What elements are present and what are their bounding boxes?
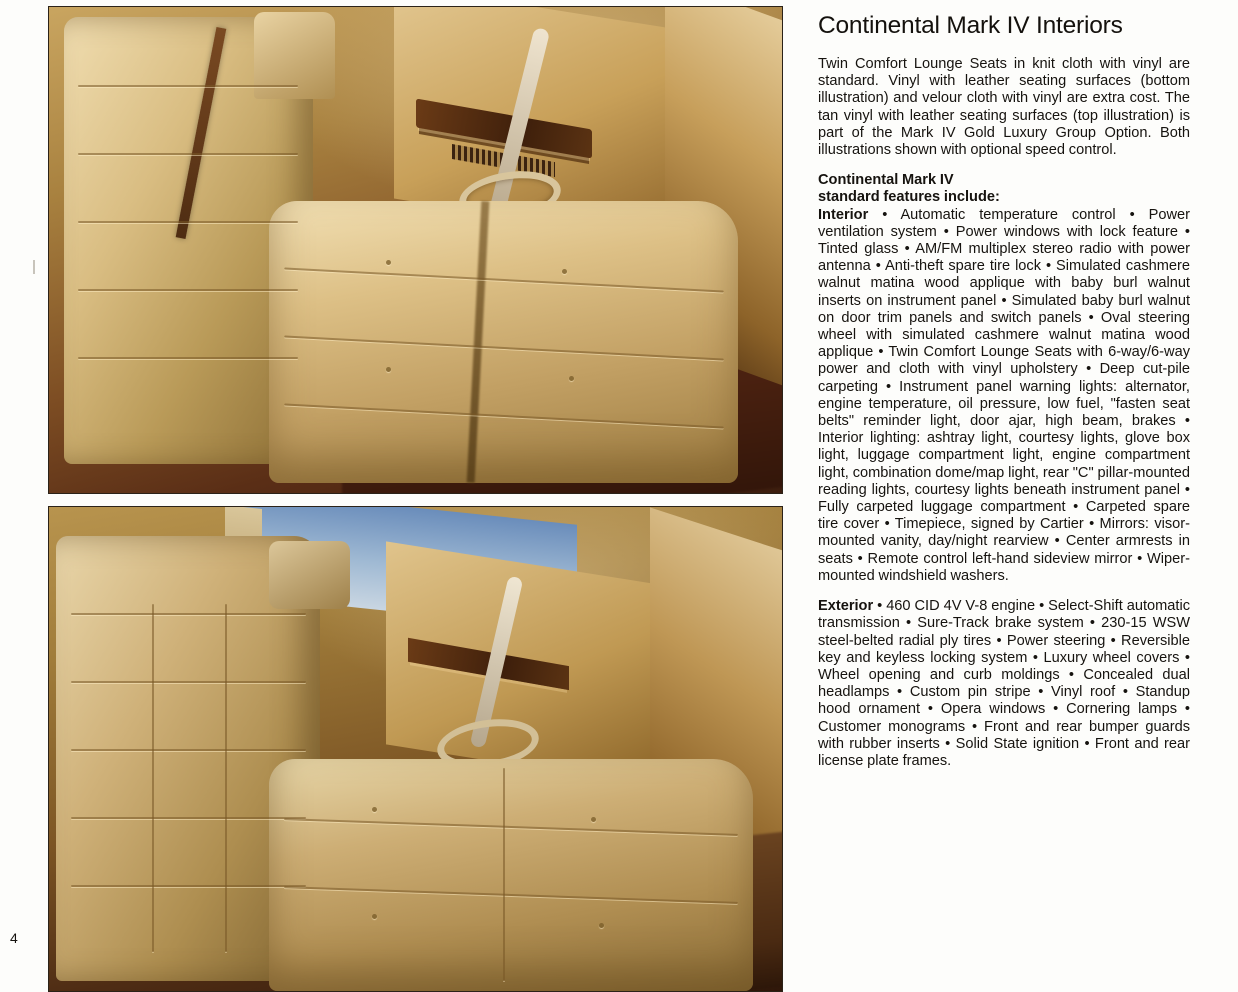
photo-top-seam <box>78 357 298 359</box>
features-heading-line1: Continental Mark IV <box>818 172 954 189</box>
photo-bottom-tuft <box>599 923 604 928</box>
photo-top-tuft <box>386 367 391 372</box>
exterior-label: Exterior <box>818 598 874 615</box>
interior-photo-bottom <box>48 506 783 992</box>
page-edge-mark <box>33 260 35 274</box>
page-title: Continental Mark IV Interiors <box>818 12 1123 39</box>
intro-paragraph: Twin Comfort Lounge Seats in knit cloth with vinyl are standard. Vinyl with leather seating surfaces (bottom illustration) and velour cloth with vinyl are extra cost. The tan vinyl with leather seating surfaces (top illustration) is part of the Mark IV Gold Luxury Group Option. Both illustrations shown with optional speed control. <box>818 56 1190 159</box>
photo-bottom-seam <box>71 749 306 751</box>
photo-bottom-tuft <box>372 914 377 919</box>
photo-bottom-seam <box>71 817 306 819</box>
photo-column <box>48 6 783 986</box>
photo-bottom-seat-cushion <box>269 759 753 991</box>
photo-bottom-seam <box>225 604 227 952</box>
text-column <box>818 12 1190 770</box>
exterior-paragraph <box>818 598 1190 770</box>
photo-bottom-tuft <box>372 807 377 812</box>
photo-bottom-headrest <box>269 541 350 609</box>
photo-top-seam <box>78 289 298 291</box>
interior-photo-top <box>48 6 783 494</box>
page-number: 4 <box>10 930 18 946</box>
features-heading <box>818 172 1190 585</box>
interior-label: Interior <box>818 206 869 223</box>
photo-bottom-seam <box>71 681 306 683</box>
exterior-features-text: • 460 CID 4V V-8 engine • Select-Shift automatic transmission • Sure-Track brake system • 230-15 WSW steel-belted radial ply tires • Power steering • Reversible key and keyless locking system • Luxury wheel covers • Wheel opening and curb moldings • Concealed dual headlamps • Custom pin stripe • Vinyl roof • Standup hood ornament • Opera windows • Cornering lamps • Customer monograms • Front and rear bumper guards with rubber inserts • Solid State ignition • Front and rear license plate frames. <box>818 598 1190 769</box>
interior-features-text: • Automatic temperature control • Power ventilation system • Power windows with lock feature • Tinted glass • AM/FM multiplex stereo radio with power antenna • Anti-theft spare tire lock • Simulated cashmere walnut matina wood applique with baby burl walnut inserts on instrument panel • Simulated baby burl walnut on door trim panels and switch panels • Oval steering wheel with simulated cashmere walnut matina wood applique • Twin Comfort Lounge Seats with 6-way/6-way power and cloth with vinyl upholstery • Deep cut-pile carpeting • Instrument panel warning lights: alternator, engine temperature, oil pressure, low fuel, "fasten seat belts" reminder light, door ajar, high beam, brakes • Interior lighting: ashtray light, courtesy lights, glove box light, luggage compartment light, engine compartment light, combination dome/map light, rear "C" pillar-mounted reading lights, courtesy lights beneath instrument panel • Fully carpeted luggage compartment • Carpeted spare tire cover • Timepiece, signed by Cartier • Mirrors: visor-mounted vanity, day/night rearview • Center armrests in seats • Remote control left-hand sideview mirror • Wiper-mounted windshield washers. <box>818 206 1190 584</box>
photo-top-seam <box>78 85 298 87</box>
photo-bottom-seam <box>152 604 154 952</box>
photo-top-seat-cushion <box>269 201 738 483</box>
features-heading-line2: standard features include: <box>818 189 1000 206</box>
photo-bottom-seam <box>71 885 306 887</box>
photo-top-seam <box>78 153 298 155</box>
photo-top-tuft <box>386 260 391 265</box>
interior-illustration-bottom <box>49 507 782 991</box>
photo-top-seam <box>78 221 298 223</box>
interior-illustration-top <box>49 7 782 493</box>
